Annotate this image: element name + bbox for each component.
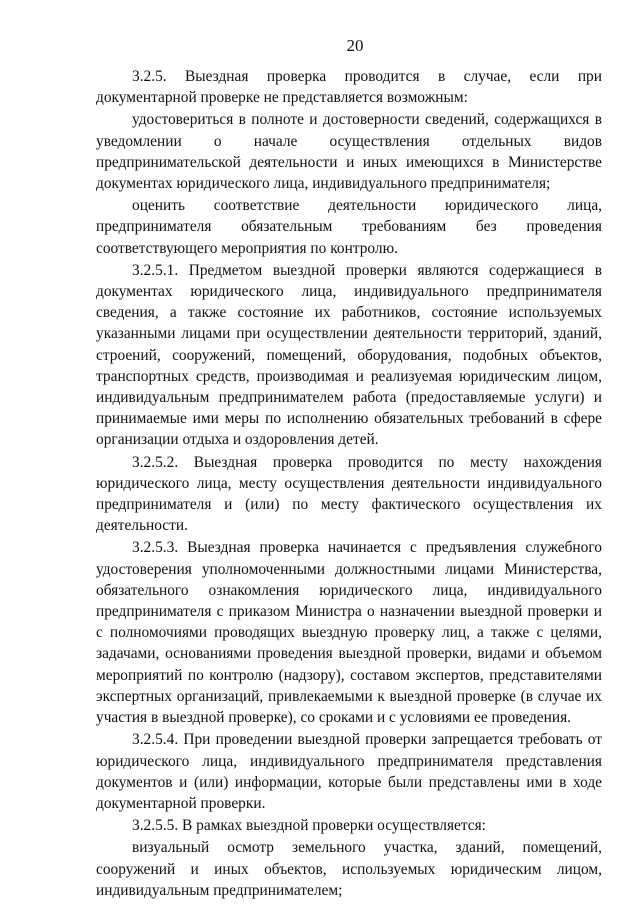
paragraph-verify-completeness: удостовериться в полноте и достоверности сведений, содержащихся в уведомлении о начале осуществления отдельных видов предпринимательской деятельности и иных имеющихся в Министерстве документах юридического лица, индивидуального предпринимателя; <box>96 111 602 193</box>
paragraph-3-2-5: 3.2.5. Выездная проверка проводится в случае, если при документарной проверке не представляется возможным: <box>96 68 602 107</box>
paragraph-visual-inspection: визуальный осмотр земельного участка, зданий, помещений, сооружений и иных объектов, используемых юридическим лицом, индивидуальным предпринимателем; <box>96 839 602 899</box>
paragraph-assess-compliance: оценить соответствие деятельности юридического лица, предпринимателя обязательным требованиям без проведения соответствующего мероприятия по контролю. <box>96 197 602 257</box>
paragraph-3-2-5-5: 3.2.5.5. В рамках выездной проверки осуществляется: <box>132 817 486 835</box>
paragraph-3-2-5-2: 3.2.5.2. Выездная проверка проводится по месту нахождения юридического лица, месту осуществления деятельности индивидуального предпринимателя и (или) по месту фактического осуществления их деятельности. <box>96 453 602 535</box>
paragraph-3-2-5-1: 3.2.5.1. Предметом выездной проверки являются содержащиеся в документах юридического лица, индивидуального предпринимателя сведения, а также состояние их работников, состояние используемых указанными лицами при осуществлении деятельности территорий, зданий, строений, сооружений, помещений, оборудования, подобных объектов, транспортных средств, производимая и реализуемая юридическим лицом, индивидуальным предпринимателем работа (предоставляемые услуги) и принимаемые ими меры по исполнению обязательных требований в сфере организации отдыха и оздоровления детей. <box>96 261 602 449</box>
paragraph-3-2-5-4: 3.2.5.4. При проведении выездной проверки запрещается требовать от юридического лица, индивидуального предпринимателя представления документов и (или) информации, которые были представлены ими в ходе документарной проверки. <box>96 731 602 812</box>
page-number: 20 <box>346 36 364 55</box>
paragraph-3-2-5-3: 3.2.5.3. Выездная проверка начинается с предъявления служебного удостоверения уполномоченными должностными лицами Министерства, обязательного ознакомления юридического лица, индивидуального предпринимателя с приказом Министра о назначении выездной проверки и с полномочиями проводящих выездную проверку лиц, а также с целями, задачами, основаниями проведения выездной проверки, видами и объемом мероприятий по контролю (надзору), составом экспертов, представителями экспертных организаций, привлекаемыми к выездной проверке (в случае их участия в выездной проверке), со сроками и с условиями ее проведения. <box>96 539 602 727</box>
